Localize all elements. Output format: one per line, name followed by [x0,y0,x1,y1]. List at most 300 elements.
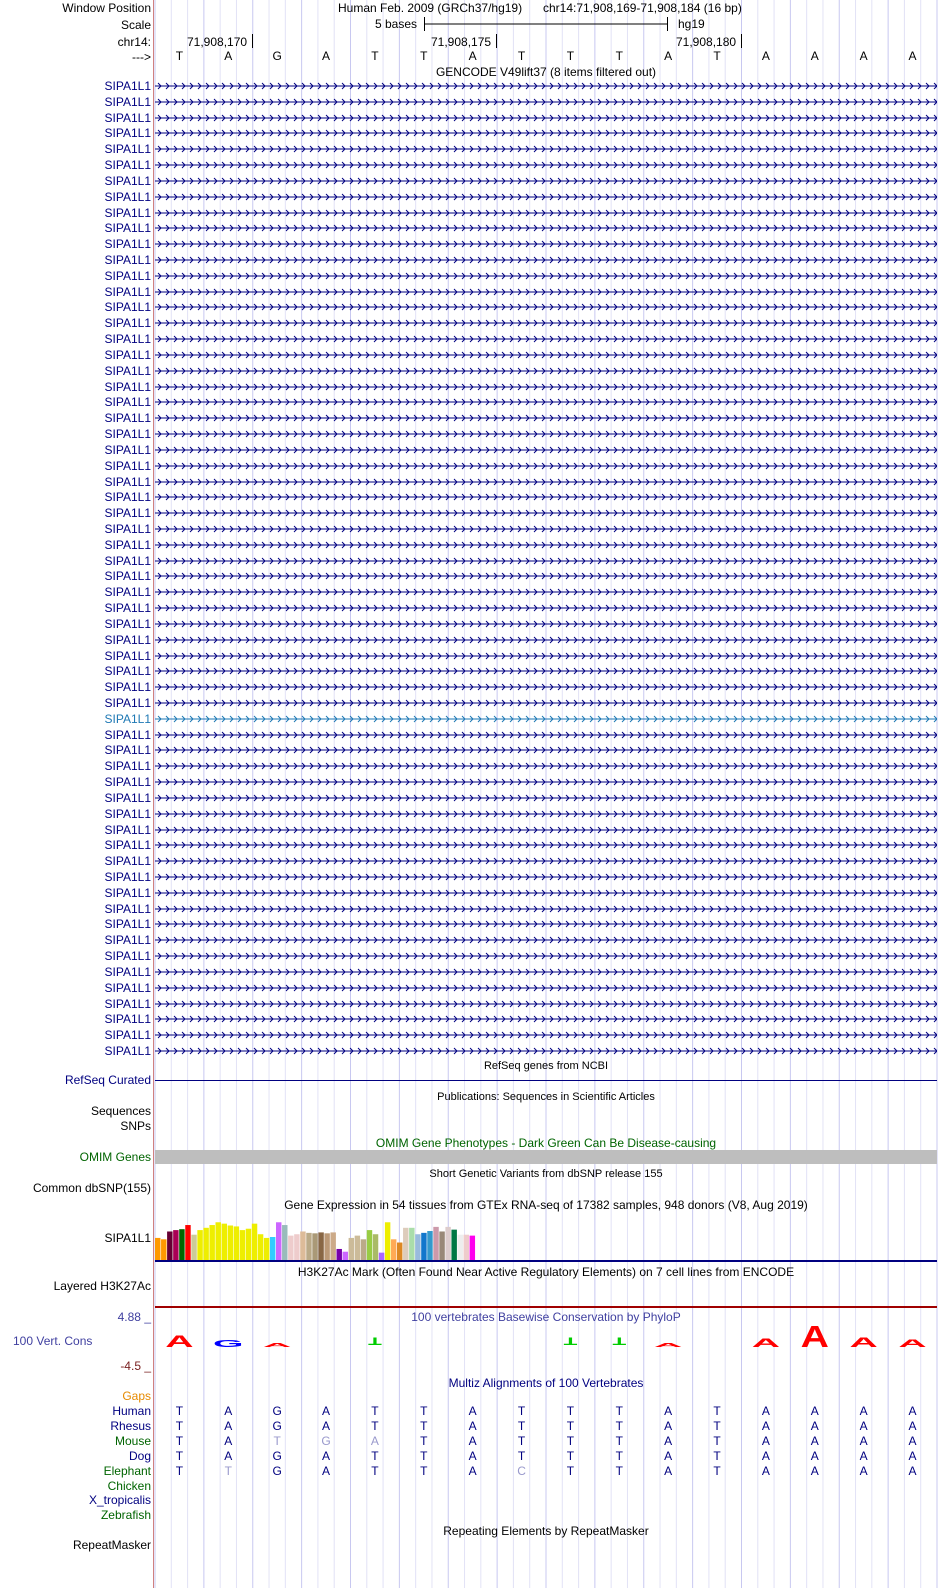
gene-label[interactable]: SIPA1L1 [104,221,151,236]
gene-intron-line[interactable] [155,445,937,455]
refseq-line [155,1080,937,1081]
phylop-logo-letter: A [654,1342,683,1349]
alignment-base: T [615,1418,623,1433]
multiz-track-title[interactable]: Multiz Alignments of 100 Vertebrates [448,1376,644,1390]
gene-intron-line[interactable] [155,397,937,407]
alignment-base: A [322,1418,331,1433]
gtex-tissue-bar [349,1238,354,1260]
gene-label[interactable]: SIPA1L1 [104,664,151,679]
alignment-base: A [664,1404,673,1418]
phylop-ymax: 4.88 _ [117,1310,151,1324]
alignment-base: T [566,1448,575,1463]
gene-intron-line[interactable] [155,809,937,819]
alignment-base: A [908,1404,917,1418]
gene-label[interactable]: SIPA1L1 [104,506,151,521]
gene-label[interactable]: SIPA1L1 [104,189,151,204]
gene-intron-line[interactable] [155,366,937,376]
alignment-base: A [224,1418,233,1433]
phylop-logo-letter: A [898,1337,927,1350]
scale-label: Scale [120,18,151,32]
gene-label[interactable]: SIPA1L1 [104,601,151,616]
base-letter: A [322,49,331,63]
gene-intron-line[interactable] [155,192,937,202]
alignment-base: T [615,1463,623,1478]
gene-intron-line[interactable] [155,840,937,850]
omim-track-label[interactable]: OMIM Genes [79,1150,151,1164]
alignment-base: T [273,1433,281,1448]
gene-intron-line[interactable] [155,287,937,297]
gene-intron-line[interactable] [155,1030,937,1040]
gene-label[interactable]: SIPA1L1 [104,695,151,710]
alignment-base: T [420,1404,428,1418]
refseq-track-title[interactable]: RefSeq genes from NCBI [483,1060,609,1072]
phylop-logo-letter: T [563,1334,578,1348]
gene-intron-line[interactable] [155,461,937,471]
assembly-name: Human Feb. 2009 (GRCh37/hg19) [338,1,523,15]
alignment-base: T [371,1448,379,1463]
alignment-base: T [566,1418,575,1433]
alignment-base: A [859,1433,868,1448]
gtex-tissue-bar [312,1233,317,1260]
gene-label[interactable]: SIPA1L1 [104,569,151,584]
base-letter: G [272,49,282,63]
gene-intron-line[interactable] [155,999,937,1009]
phylop-logo-letter: T [368,1334,382,1348]
gene-intron-line[interactable] [155,302,937,312]
base-letter: A [664,49,673,63]
alignment-base: T [371,1404,379,1418]
gene-label[interactable]: SIPA1L1 [104,917,151,932]
gtex-tissue-bar [222,1224,227,1260]
gene-intron-line[interactable] [155,429,937,439]
base-letter: T [420,49,428,63]
gene-label[interactable]: SIPA1L1 [104,94,151,109]
alignment-base: T [517,1404,526,1418]
phylop-logo-letter: A [849,1334,878,1351]
gene-intron-line[interactable] [155,160,937,170]
gene-label[interactable]: SIPA1L1 [104,790,151,805]
base-letter: T [175,49,184,63]
dbsnp-track-title[interactable]: Short Genetic Variants from dbSNP release 155 [429,1168,663,1180]
alignment-base: T [420,1433,428,1448]
alignment-base: A [761,1404,770,1418]
alignment-base: A [859,1448,868,1463]
alignment-base: A [224,1448,233,1463]
gtex-tissue-bar [288,1236,293,1260]
base-letter: A [224,49,233,63]
alignment-base: T [615,1448,623,1463]
gene-label[interactable]: SIPA1L1 [104,933,151,948]
alignment-base: T [420,1418,428,1433]
base-letter: T [371,49,379,63]
gene-intron-line[interactable] [155,888,937,898]
gene-intron-line[interactable] [155,730,937,740]
gene-label[interactable]: SIPA1L1 [104,347,151,362]
gene-label[interactable]: SIPA1L1 [104,427,151,442]
gene-intron-line[interactable] [155,619,937,629]
gtex-tissue-bar [464,1235,469,1260]
alignment-base: T [175,1433,184,1448]
gene-label[interactable]: SIPA1L1 [104,173,151,188]
publications-label-sequences[interactable]: Sequences [90,1104,151,1118]
alignment-base: T [420,1448,428,1463]
alignment-base: A [664,1448,673,1463]
gtex-tissue-bar [379,1253,384,1260]
omim-gene-bar[interactable] [155,1150,937,1164]
gtex-track-title[interactable]: Gene Expression in 54 tissues from GTEx RNA-seq of 17382 samples, 948 donors (V8, Aug 2019) [284,1198,808,1212]
gene-intron-line[interactable] [155,904,937,914]
gtex-tissue-bar [276,1222,281,1260]
alignment-base: A [859,1404,868,1418]
alignment-base: G [272,1418,282,1433]
alignment-base: A [468,1448,477,1463]
gene-intron-line[interactable] [155,144,937,154]
omim-track-title[interactable]: OMIM Gene Phenotypes - Dark Green Can Be Disease-causing [375,1136,717,1150]
gene-label[interactable]: SIPA1L1 [104,964,151,979]
gene-label[interactable]: SIPA1L1 [104,158,151,173]
gene-label[interactable]: SIPA1L1 [104,870,151,884]
gene-label[interactable]: SIPA1L1 [104,854,151,869]
window-position-label: Window Position [62,1,151,15]
gtex-tissue-bar [234,1226,239,1260]
alignment-base: T [713,1448,721,1463]
gtex-baseline [155,1260,937,1262]
gene-intron-line[interactable] [155,682,937,692]
alignment-base: A [468,1404,477,1418]
gtex-tissue-bar [264,1238,269,1260]
gene-intron-line[interactable] [155,382,937,392]
alignment-base: A [908,1433,917,1448]
gene-intron-line[interactable] [155,176,937,186]
gene-label[interactable]: SIPA1L1 [104,996,151,1011]
alignment-base: T [615,1433,623,1448]
gtex-tissue-bar [433,1227,438,1260]
gene-label[interactable]: SIPA1L1 [104,711,151,726]
alignment-base: A [322,1448,331,1463]
gtex-tissue-bar [179,1229,184,1260]
phylop-logo-letter: A [800,1319,829,1354]
gene-intron-line[interactable] [155,698,937,708]
gene-intron-line[interactable] [155,777,937,787]
coord-tick-3: 71,908,180 [676,35,737,49]
gene-intron-line[interactable] [155,556,937,566]
gtex-tissue-bar [409,1228,414,1260]
gtex-tissue-bar [373,1234,378,1260]
gene-intron-line[interactable] [155,271,937,281]
gene-intron-line[interactable] [155,651,937,661]
alignment-base: T [713,1404,721,1418]
gene-intron-line[interactable] [155,951,937,961]
alignment-base: A [664,1463,673,1478]
alignment-base: A [761,1448,770,1463]
base-letter: T [713,49,721,63]
gene-label[interactable]: SIPA1L1 [104,632,151,647]
gene-intron-line[interactable] [155,81,937,91]
base-letter: A [810,49,819,63]
gtex-tissue-bar [330,1232,335,1260]
gene-intron-line[interactable] [155,318,937,328]
dbsnp-track-label[interactable]: Common dbSNP(155) [32,1181,151,1195]
gtex-tissue-bar [228,1226,233,1261]
h3k27ac-track-title[interactable]: H3K27Ac Mark (Often Found Near Active Regulatory Elements) on 7 cell lines from ENCODE [297,1265,795,1279]
gene-label[interactable]: SIPA1L1 [104,743,151,758]
gene-label[interactable]: SIPA1L1 [104,363,151,378]
coord-tick-mark [496,34,497,48]
gene-label[interactable]: SIPA1L1 [104,949,151,964]
gtex-tissue-bar [355,1236,360,1260]
gene-label[interactable]: SIPA1L1 [104,680,151,695]
gtex-tissue-bar [403,1228,408,1260]
gene-label[interactable]: SIPA1L1 [104,79,151,93]
gene-label[interactable]: SIPA1L1 [104,110,151,125]
alignment-base: T [566,1433,575,1448]
phylop-track-title[interactable]: 100 vertebrates Basewise Conservation by PhyloP [411,1310,681,1324]
species-label[interactable]: Zebrafish [100,1508,151,1523]
alignment-base: A [859,1418,868,1433]
publications-label-snps[interactable]: SNPs [120,1119,151,1133]
gtex-tissue-bar [197,1230,202,1260]
gtex-tissue-bar [209,1225,214,1260]
gene-intron-line[interactable] [155,825,937,835]
gene-intron-line[interactable] [155,745,937,755]
gene-label[interactable]: SIPA1L1 [104,727,151,742]
gene-intron-line[interactable] [155,223,937,233]
gtex-tissue-bar [252,1224,257,1260]
gtex-tissue-bar [427,1231,432,1260]
species-label[interactable]: Human [112,1404,151,1418]
gtex-tissue-bar [415,1234,420,1260]
gene-label[interactable]: SIPA1L1 [104,458,151,473]
alignment-base: A [761,1463,770,1478]
gtex-tissue-bar [458,1235,463,1260]
repeatmasker-track-title[interactable]: Repeating Elements by RepeatMasker [443,1524,649,1538]
gtex-tissue-bar [397,1243,402,1260]
gene-label[interactable]: SIPA1L1 [104,316,151,331]
gene-intron-line[interactable] [155,255,937,265]
gene-intron-line[interactable] [155,872,937,882]
gtex-tissue-bar [343,1252,348,1260]
gene-label[interactable]: SIPA1L1 [104,300,151,315]
gene-intron-line[interactable] [155,97,937,107]
gencode-track-title[interactable]: GENCODE V49lift37 (8 items filtered out) [435,65,657,79]
alignment-base: T [175,1463,184,1478]
gene-label[interactable]: SIPA1L1 [104,648,151,663]
gene-intron-line[interactable] [155,350,937,360]
publications-track-title[interactable]: Publications: Sequences in Scientific Articles [437,1091,655,1103]
gene-intron-line[interactable] [155,571,937,581]
coord-tick-1: 71,908,170 [187,35,248,49]
species-label[interactable]: Rhesus [110,1418,151,1433]
gene-label[interactable]: SIPA1L1 [104,901,151,916]
gtex-tissue-bar [294,1234,299,1260]
gene-label[interactable]: SIPA1L1 [104,553,151,568]
gene-intron-line[interactable] [155,587,937,597]
alignment-base: A [224,1404,233,1418]
species-label[interactable]: Mouse [114,1433,151,1448]
gtex-tissue-bar [318,1232,323,1260]
gtex-tissue-bar [270,1237,275,1260]
gtex-tissue-bar [391,1239,396,1260]
gene-intron-line[interactable] [155,983,937,993]
gene-label[interactable]: SIPA1L1 [104,1028,151,1043]
base-letter: T [566,49,575,63]
gene-intron-line[interactable] [155,128,937,138]
alignment-base: A [664,1418,673,1433]
gene-label[interactable]: SIPA1L1 [104,395,151,410]
gtex-tissue-bar [173,1230,178,1260]
alignment-base: A [908,1418,917,1433]
alignment-base: T [713,1463,721,1478]
label-divider [153,0,154,1588]
species-label[interactable]: Dog [128,1448,151,1463]
alignment-base: A [224,1433,233,1448]
species-label[interactable]: X_tropicalis [88,1493,151,1508]
alignment-base: G [321,1433,331,1448]
alignment-base: A [810,1418,819,1433]
gene-intron-line[interactable] [155,208,937,218]
gtex-tissue-bar [216,1222,221,1260]
alignment-base: T [713,1418,721,1433]
gene-label[interactable]: SIPA1L1 [104,759,151,774]
species-label[interactable]: Elephant [103,1463,151,1478]
gene-intron-line[interactable] [155,635,937,645]
gtex-tissue-bar [421,1233,426,1260]
gene-intron-line[interactable] [155,793,937,803]
alignment-base: T [175,1404,184,1418]
gtex-tissue-bar [246,1229,251,1260]
gene-intron-line[interactable] [155,1014,937,1024]
gene-label[interactable]: SIPA1L1 [104,142,151,157]
alignment-base: T [615,1404,623,1418]
gene-intron-line[interactable] [155,413,937,423]
phylop-logo-letter: G [213,1338,244,1350]
alignment-base: T [420,1463,428,1478]
gene-intron-line[interactable] [155,477,937,487]
phylop-track-label[interactable]: 100 Vert. Cons [13,1334,93,1348]
gtex-tissue-bar [282,1225,287,1260]
gene-label[interactable]: SIPA1L1 [104,775,151,790]
gtex-track-label[interactable]: SIPA1L1 [104,1231,151,1245]
gene-label[interactable]: SIPA1L1 [104,1044,151,1059]
base-letter: T [517,49,526,63]
alignment-base: G [272,1404,282,1418]
gene-label[interactable]: SIPA1L1 [104,237,151,252]
gene-intron-line[interactable] [155,540,937,550]
gene-label[interactable]: SIPA1L1 [104,205,151,220]
gene-label[interactable]: SIPA1L1 [104,521,151,536]
alignment-base: A [761,1433,770,1448]
gene-label[interactable]: SIPA1L1 [104,379,151,394]
gene-intron-line[interactable] [155,239,937,249]
alignment-base: T [566,1463,575,1478]
gene-label[interactable]: SIPA1L1 [104,332,151,347]
gene-label[interactable]: SIPA1L1 [104,822,151,837]
gtex-tissue-bar [439,1231,444,1260]
gene-intron-line[interactable] [155,524,937,534]
alignment-base: A [761,1418,770,1433]
gene-label[interactable]: SIPA1L1 [104,126,151,141]
alignment-base: T [224,1463,232,1478]
phylop-logo-letter: A [165,1332,194,1351]
base-letter: A [761,49,770,63]
base-letter: A [468,49,477,63]
gene-label[interactable]: SIPA1L1 [104,490,151,505]
gene-intron-line[interactable] [155,935,937,945]
gene-intron-line[interactable] [155,334,937,344]
phylop-logo[interactable] [155,1316,937,1372]
phylop-logo-letter: A [751,1336,781,1350]
gaps-label: Gaps [122,1389,151,1403]
gene-label[interactable]: SIPA1L1 [104,1012,151,1027]
gene-intron-line[interactable] [155,666,937,676]
gene-label[interactable]: SIPA1L1 [104,585,151,600]
gene-label[interactable]: SIPA1L1 [104,253,151,268]
gene-label[interactable]: SIPA1L1 [104,474,151,489]
alignment-base: A [810,1448,819,1463]
gtex-tissue-bar [361,1239,366,1260]
gene-label[interactable]: SIPA1L1 [104,537,151,552]
gtex-tissue-bar [240,1230,245,1260]
alignment-base: A [370,1433,379,1448]
gene-intron-line[interactable] [155,603,937,613]
gene-intron-line[interactable] [155,761,937,771]
gene-label[interactable]: SIPA1L1 [104,980,151,995]
alignment-base: A [859,1463,868,1478]
gene-intron-line[interactable] [155,1046,937,1056]
refseq-track-label[interactable]: RefSeq Curated [64,1073,151,1087]
gene-label[interactable]: SIPA1L1 [104,411,151,426]
alignment-base: A [322,1404,331,1418]
gene-label[interactable]: SIPA1L1 [104,806,151,821]
strand-label[interactable]: ---> [132,50,151,64]
gene-intron-line[interactable] [155,856,937,866]
alignment-base: A [322,1463,331,1478]
alignment-base: T [517,1418,526,1433]
gene-intron-line[interactable] [155,113,937,123]
gene-label[interactable]: SIPA1L1 [104,442,151,457]
gene-label[interactable]: SIPA1L1 [104,616,151,631]
gtex-tissue-bar [470,1236,475,1260]
gtex-tissue-bar [167,1231,172,1260]
gene-intron-line[interactable] [155,919,937,929]
gene-label[interactable]: SIPA1L1 [104,885,151,900]
species-label[interactable]: Chicken [107,1478,151,1493]
gtex-tissue-bar [161,1239,166,1260]
gene-label[interactable]: SIPA1L1 [104,268,151,283]
alignment-base: A [908,1463,917,1478]
gene-intron-line[interactable] [155,714,937,724]
gene-intron-line[interactable] [155,967,937,977]
repeatmasker-track-label[interactable]: RepeatMasker [72,1538,151,1552]
gene-label[interactable]: SIPA1L1 [104,838,151,853]
chrom-label: chr14: [117,35,151,49]
gtex-tissue-bar [258,1234,263,1260]
alignment-base: A [664,1433,673,1448]
base-letter: T [615,49,623,63]
alignment-base: T [566,1404,575,1418]
gene-intron-line[interactable] [155,508,937,518]
position-readout[interactable]: chr14:71,908,169-71,908,184 (16 bp) [543,1,742,15]
gtex-tissue-bar [185,1225,190,1260]
alignment-base: T [371,1463,379,1478]
gtex-bar-chart[interactable] [155,1212,937,1260]
gene-label[interactable]: SIPA1L1 [104,284,151,299]
alignment-base: A [810,1433,819,1448]
gene-intron-line[interactable] [155,492,937,502]
h3k27ac-track-label[interactable]: Layered H3K27Ac [53,1279,151,1293]
phylop-ymin: -4.5 _ [120,1359,151,1373]
gtex-tissue-bar [324,1233,329,1260]
